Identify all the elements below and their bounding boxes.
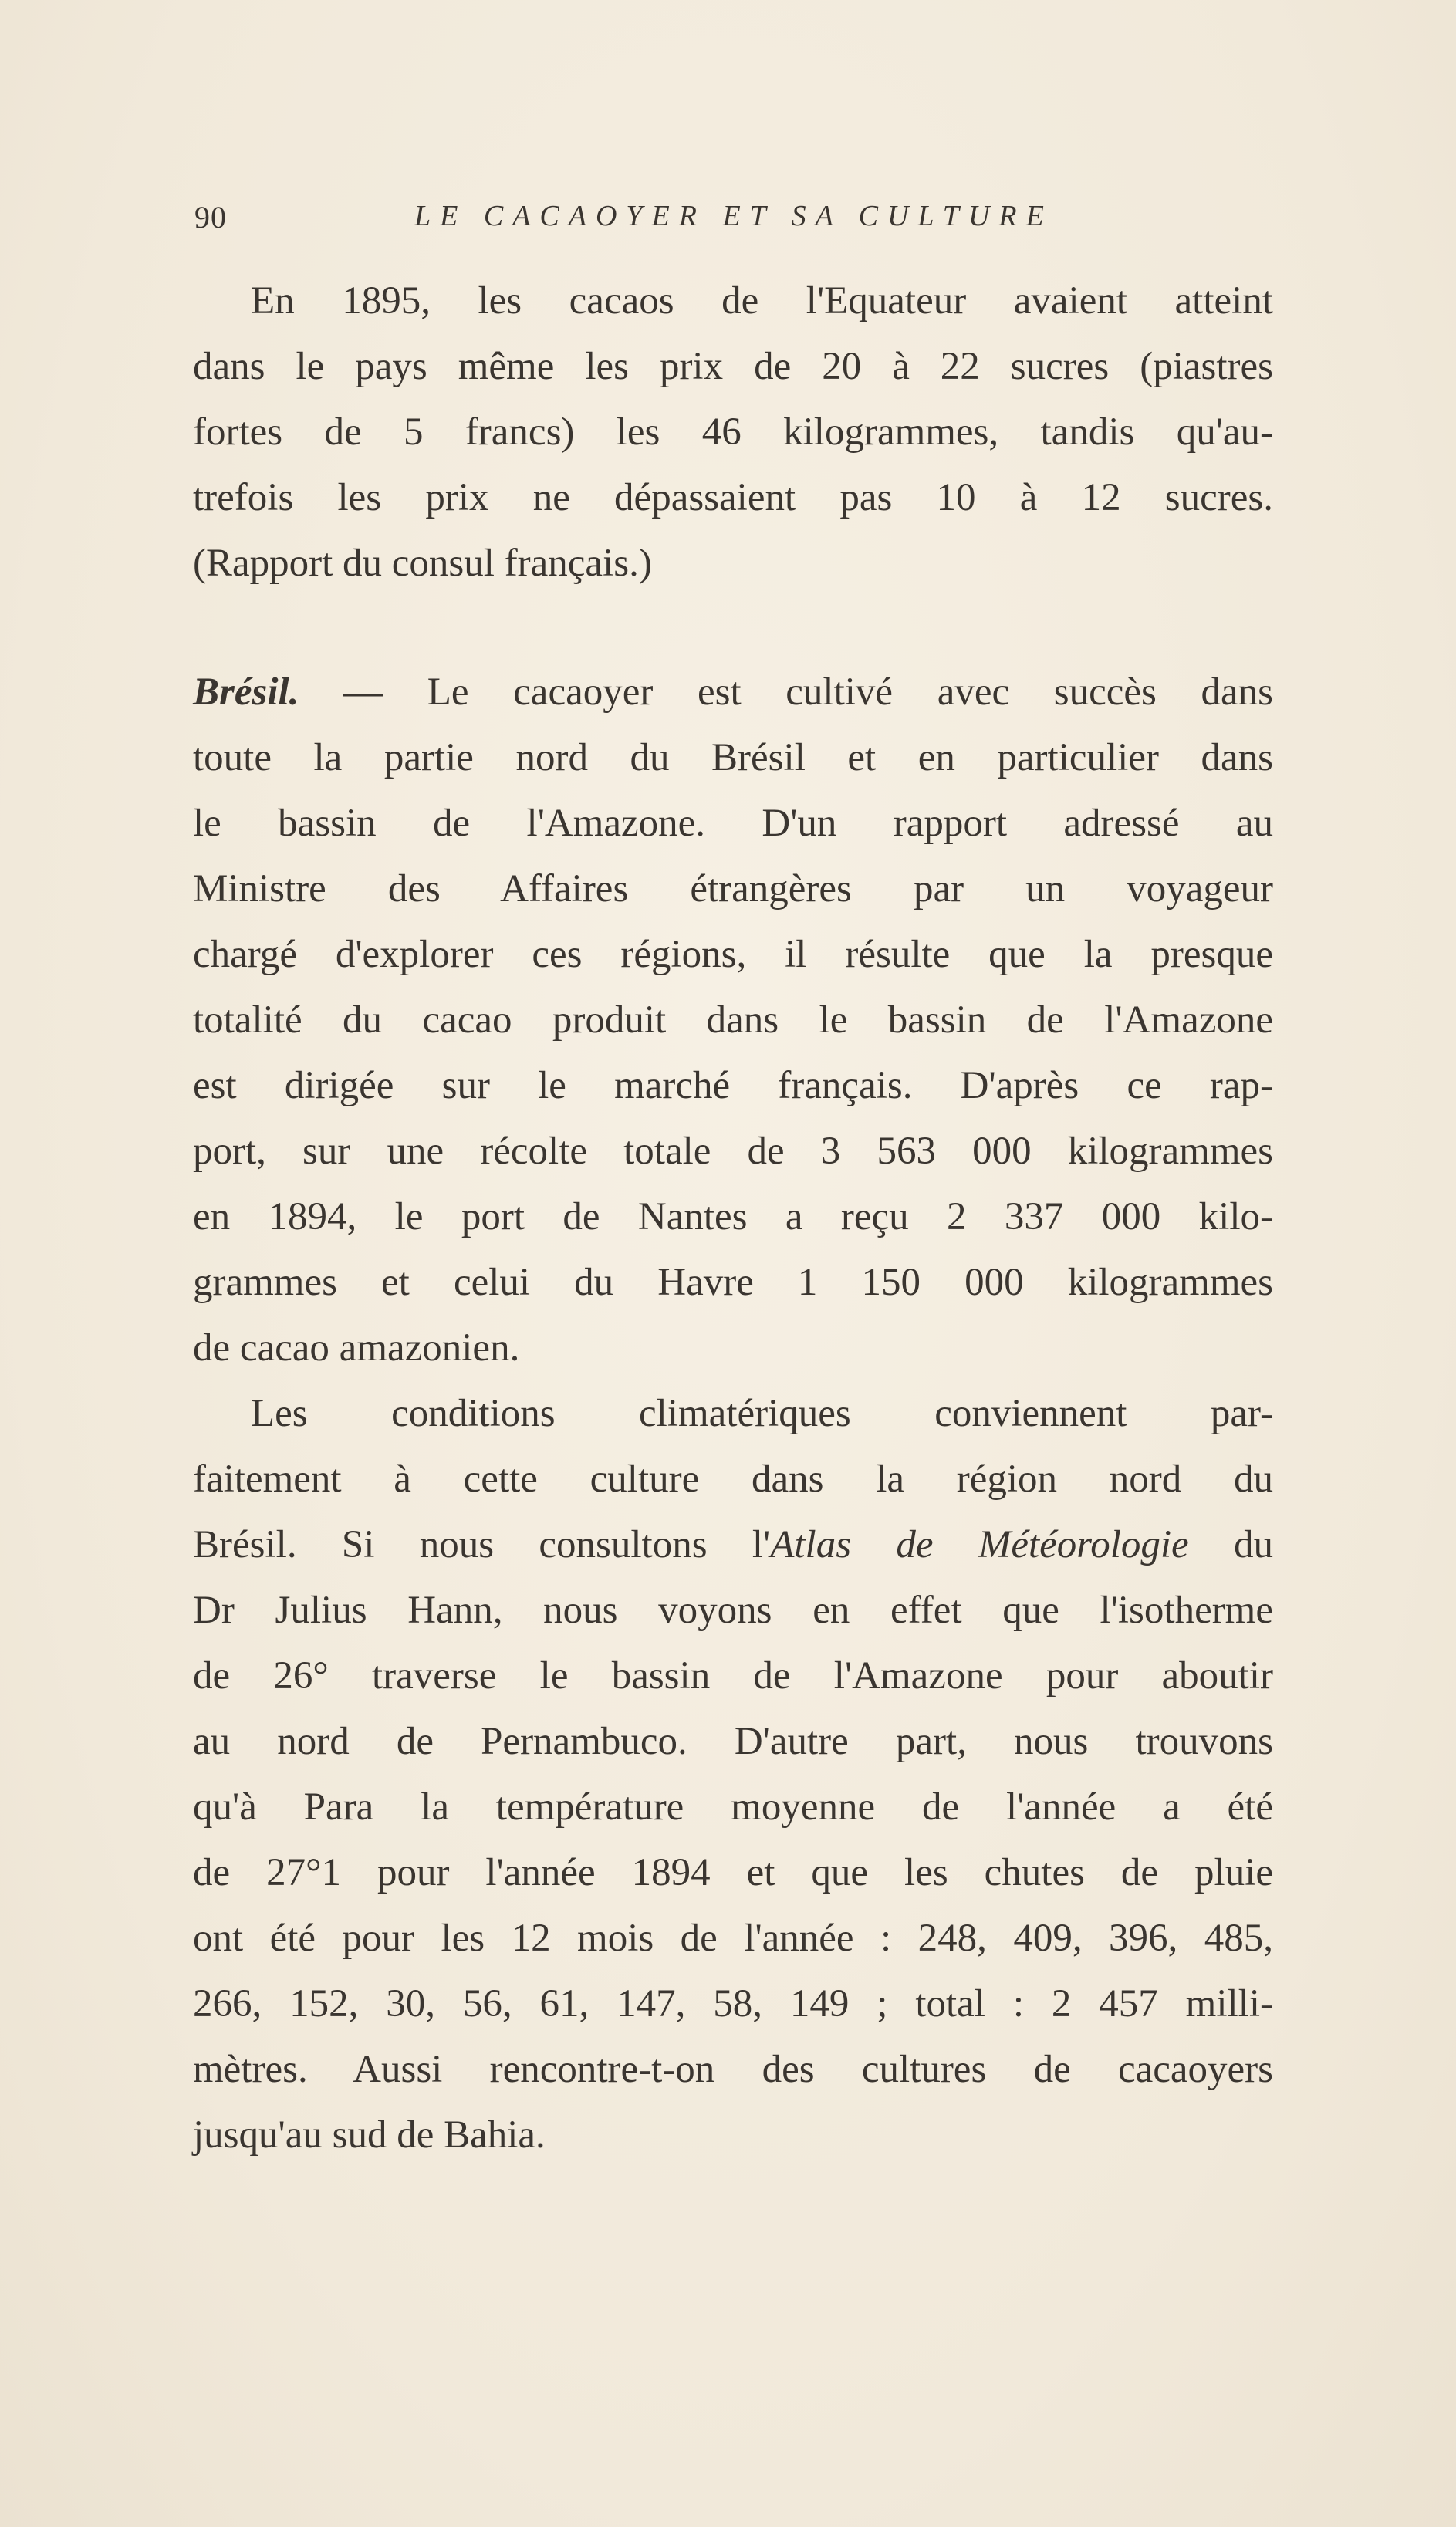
- section-subhead: Brésil.: [193, 671, 299, 714]
- text-line: de 27°1 pour l'année 1894 et que les chutes de pluie: [193, 1851, 1273, 1894]
- text-line: dans le pays même les prix de 20 à 22 sucres (piastres: [193, 345, 1273, 388]
- text-line: de 26° traverse le bassin de l'Amazone pour aboutir: [193, 1654, 1273, 1698]
- page-number: 90: [194, 200, 227, 235]
- text-line: de cacao amazonien.: [193, 1326, 520, 1370]
- paragraph-equateur: [193, 269, 1273, 596]
- text-line: totalité du cacao produit dans le bassin de l'Amazone: [193, 998, 1273, 1042]
- atlas-title: Atlas de Météorologie: [770, 1523, 1189, 1566]
- text-line: trefois les prix ne dépassaient pas 10 à 12 sucres.: [193, 476, 1273, 519]
- text-line: port, sur une récolte totale de 3 563 000 kilogrammes: [193, 1130, 1273, 1173]
- text-line: toute la partie nord du Brésil et en particulier dans: [193, 736, 1273, 779]
- text-line: en 1894, le port de Nantes a reçu 2 337 000 kilo-: [193, 1195, 1273, 1238]
- text-line: qu'à Para la température moyenne de l'année a été: [193, 1785, 1273, 1829]
- text-line: 266, 152, 30, 56, 61, 147, 58, 149 ; total : 2 457 milli-: [193, 1982, 1273, 2025]
- text-line: au nord de Pernambuco. D'autre part, nous trouvons: [193, 1720, 1273, 1763]
- text-line: jusqu'au sud de Bahia.: [193, 2113, 546, 2157]
- running-title: LE CACAOYER ET SA CULTURE: [414, 200, 1053, 232]
- text-line: chargé d'explorer ces régions, il résulte que la presque: [193, 933, 1273, 976]
- text-line: fortes de 5 francs) les 46 kilogrammes, tandis qu'au-: [193, 410, 1273, 454]
- text-line: ont été pour les 12 mois de l'année : 248, 409, 396, 485,: [193, 1917, 1273, 1960]
- paragraph-conditions: [193, 1381, 1273, 2168]
- text-line: le bassin de l'Amazone. D'un rapport adressé au: [193, 802, 1273, 845]
- text-line: est dirigée sur le marché français. D'après ce rap-: [193, 1064, 1273, 1107]
- text-run: Brésil. Si nous consultons l': [193, 1523, 771, 1566]
- text-line: Dr Julius Hann, nous voyons en effet que l'isotherme: [193, 1589, 1273, 1632]
- paragraph-bresil: [193, 660, 1273, 1381]
- paragraph-gap: [193, 596, 1273, 660]
- text-line: En 1895, les cacaos de l'Equateur avaient atteint: [251, 279, 1273, 323]
- text-line: [193, 1512, 1273, 1578]
- text-line: grammes et celui du Havre 1 150 000 kilogrammes: [193, 1261, 1273, 1304]
- text-line: (Rapport du consul français.): [193, 542, 652, 585]
- body-text: [193, 269, 1273, 2168]
- text-line: Ministre des Affaires étrangères par un voyageur: [193, 867, 1273, 910]
- running-head: [194, 199, 1271, 245]
- text-run: — Le cacaoyer est cultivé avec succès dans: [299, 671, 1273, 714]
- text-line: mètres. Aussi rencontre-t-on des cultures de cacaoyers: [193, 2048, 1273, 2091]
- text-line: [193, 660, 1273, 725]
- text-line: Les conditions climatériques conviennent par-: [251, 1392, 1273, 1435]
- text-line: faitement à cette culture dans la région nord du: [193, 1458, 1273, 1501]
- text-run: du: [1188, 1523, 1273, 1566]
